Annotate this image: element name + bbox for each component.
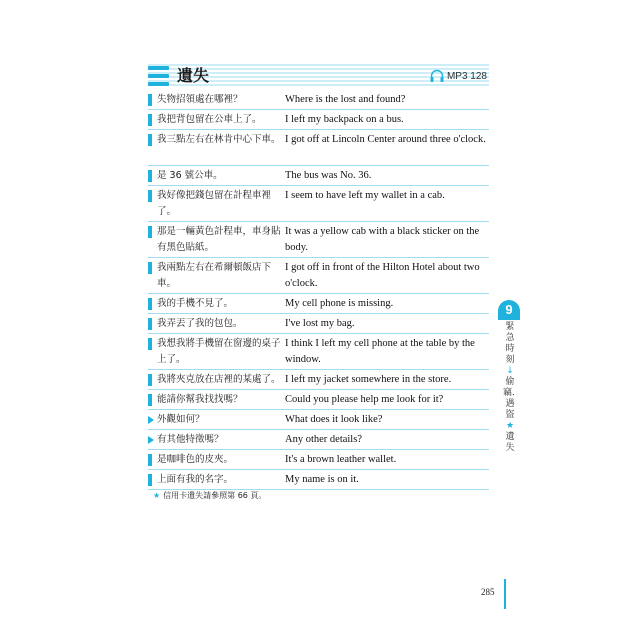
phrase-english: It's a brown leather wallet. bbox=[285, 454, 397, 465]
phrase-chinese-text: 我把背包留在公車上了。 bbox=[157, 114, 262, 125]
mp3-track[interactable] bbox=[429, 67, 487, 85]
phrase-chinese bbox=[148, 112, 285, 129]
bar-marker-icon bbox=[148, 394, 152, 406]
chapter-part3: 遺失 bbox=[505, 432, 515, 453]
bar-marker-icon bbox=[148, 134, 152, 146]
phrase-chinese-text: 能請你幫我找找嗎？ bbox=[157, 394, 243, 405]
arrow-down-icon: ↓ bbox=[506, 366, 514, 376]
phrase-row bbox=[148, 166, 489, 186]
phrase-row bbox=[148, 334, 489, 370]
menu-lines-icon bbox=[148, 66, 169, 86]
phrase-english: It was a yellow cab with a black sticker on the body. bbox=[285, 226, 480, 253]
phrase-chinese bbox=[148, 472, 285, 489]
phrase-row bbox=[148, 370, 489, 390]
bar-marker-icon bbox=[148, 114, 152, 126]
phrase-english: Any other details? bbox=[285, 434, 362, 445]
footnote-text: 信用卡遺失請參照第 66 頁。 bbox=[163, 491, 267, 500]
phrase-chinese bbox=[148, 336, 285, 369]
phrase-chinese-text: 我兩點左右在希爾頓飯店下車。 bbox=[157, 262, 272, 289]
bar-marker-icon bbox=[148, 374, 152, 386]
triangle-marker-icon bbox=[148, 416, 154, 424]
mp3-label: MP3 128 bbox=[446, 70, 487, 82]
chapter-number: 9 bbox=[498, 300, 520, 320]
phrase-chinese bbox=[148, 260, 285, 293]
star-icon: ★ bbox=[505, 421, 515, 431]
bar-marker-icon bbox=[148, 170, 152, 182]
phrase-chinese-text: 我的手機不見了。 bbox=[157, 298, 234, 309]
bar-marker-icon bbox=[148, 262, 152, 274]
star-icon: ★ bbox=[153, 491, 161, 500]
phrase-row bbox=[148, 90, 489, 110]
phrase-chinese bbox=[148, 452, 285, 469]
triangle-marker-icon bbox=[148, 436, 154, 444]
phrase-chinese-text: 是咖啡色的皮夾。 bbox=[157, 454, 234, 465]
bar-marker-icon bbox=[148, 454, 152, 466]
bar-marker-icon bbox=[148, 338, 152, 350]
phrase-row bbox=[148, 130, 489, 166]
phrase-chinese-text: 那是一輛黃色計程車，車身貼有黑色貼紙。 bbox=[157, 226, 281, 253]
phrase-chinese-text: 外觀如何？ bbox=[157, 414, 205, 425]
phrase-english: I left my jacket somewhere in the store. bbox=[285, 374, 452, 385]
phrase-english: I've lost my bag. bbox=[285, 318, 355, 329]
phrase-row bbox=[148, 430, 489, 450]
phrase-english: What does it look like? bbox=[285, 414, 383, 425]
phrase-chinese-text: 失物招領處在哪裡？ bbox=[157, 94, 243, 105]
bar-marker-icon bbox=[148, 190, 152, 202]
phrase-row bbox=[148, 314, 489, 334]
phrase-chinese bbox=[148, 412, 285, 429]
phrase-chinese-text: 有其他特徵嗎？ bbox=[157, 434, 224, 445]
phrase-english: Could you please help me look for it? bbox=[285, 394, 444, 405]
phrase-row bbox=[148, 110, 489, 130]
phrase-row bbox=[148, 294, 489, 314]
headphones-icon bbox=[429, 68, 445, 84]
phrase-chinese-text: 我好像把錢包留在計程車裡了。 bbox=[157, 190, 272, 217]
bar-marker-icon bbox=[148, 474, 152, 486]
chapter-part2: 偷竊．遇盜 bbox=[503, 377, 522, 420]
phrase-row bbox=[148, 258, 489, 294]
section-header bbox=[148, 64, 489, 88]
phrase-chinese bbox=[148, 132, 285, 165]
phrase-chinese-text: 我弄丟了我的包包。 bbox=[157, 318, 243, 329]
phrase-row bbox=[148, 390, 489, 410]
chapter-title bbox=[503, 322, 522, 454]
phrase-english: The bus was No. 36. bbox=[285, 170, 372, 181]
phrase-chinese-text: 上面有我的名字。 bbox=[157, 474, 234, 485]
section-title: 遺失 bbox=[177, 66, 210, 85]
page-number-rule bbox=[504, 579, 506, 609]
phrase-english: My name is on it. bbox=[285, 474, 359, 485]
page-number: 285 bbox=[481, 587, 495, 597]
phrase-row bbox=[148, 186, 489, 222]
phrase-row bbox=[148, 450, 489, 470]
phrase-row bbox=[148, 222, 489, 258]
phrase-chinese-text: 我想我將手機留在窗邊的桌子上了。 bbox=[157, 338, 281, 365]
phrase-english: I seem to have left my wallet in a cab. bbox=[285, 190, 445, 201]
phrase-chinese bbox=[148, 372, 285, 389]
phrase-chinese bbox=[148, 188, 285, 221]
phrase-chinese-text: 我三點左右在林肯中心下車。 bbox=[157, 134, 281, 145]
footnote bbox=[153, 490, 266, 501]
phrase-list bbox=[148, 90, 489, 490]
phrase-chinese bbox=[148, 316, 285, 333]
phrase-chinese-text: 是 36 號公車。 bbox=[157, 170, 223, 181]
phrase-english: I left my backpack on a bus. bbox=[285, 114, 404, 125]
phrase-chinese bbox=[148, 392, 285, 409]
bar-marker-icon bbox=[148, 94, 152, 106]
phrase-english: My cell phone is missing. bbox=[285, 298, 394, 309]
phrase-english: I got off in front of the Hilton Hotel about two o'clock. bbox=[285, 262, 480, 289]
phrase-chinese bbox=[148, 92, 285, 109]
phrase-english: I got off at Lincoln Center around three o'clock. bbox=[285, 134, 486, 145]
phrase-chinese bbox=[148, 432, 285, 449]
phrase-row bbox=[148, 410, 489, 430]
phrase-chinese-text: 我將夾克放在店裡的某處了。 bbox=[157, 374, 281, 385]
phrase-chinese bbox=[148, 224, 285, 257]
chapter-part1: 緊急時刻 bbox=[505, 322, 515, 365]
phrase-row bbox=[148, 470, 489, 490]
phrase-chinese bbox=[148, 296, 285, 313]
phrase-english: I think I left my cell phone at the table by the window. bbox=[285, 338, 475, 365]
phrase-english: Where is the lost and found? bbox=[285, 94, 406, 105]
bar-marker-icon bbox=[148, 298, 152, 310]
bar-marker-icon bbox=[148, 226, 152, 238]
phrase-chinese bbox=[148, 168, 285, 185]
bar-marker-icon bbox=[148, 318, 152, 330]
